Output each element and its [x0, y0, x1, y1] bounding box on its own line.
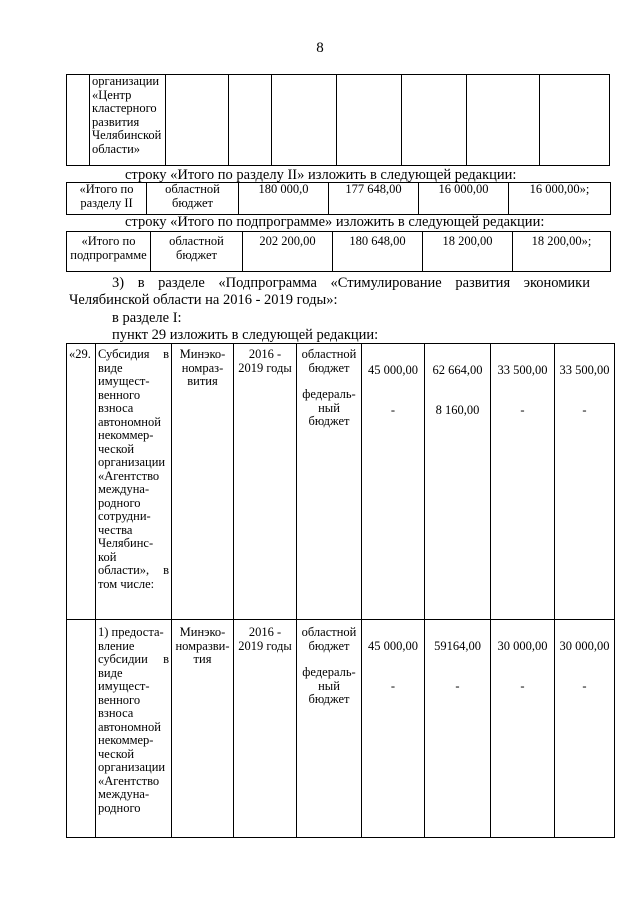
name-line: венного — [98, 387, 141, 402]
row-name-line: подпрограмме — [70, 247, 147, 262]
name-line: некоммер- — [98, 428, 154, 442]
executor-line: вития — [187, 374, 218, 388]
org-line: «Центр — [92, 87, 132, 102]
value-cell: 180 648,00 — [333, 232, 423, 272]
name-line: родного — [98, 495, 141, 510]
source-line: бюджет — [308, 360, 350, 375]
empty-cell — [229, 75, 272, 166]
row-name-cell — [67, 232, 151, 272]
name-line: чества — [98, 522, 133, 537]
name-line: имущест- — [98, 374, 150, 388]
empty-cell — [402, 75, 467, 166]
name-line: автономной — [98, 719, 161, 734]
period-line: 2019 годы — [238, 638, 292, 653]
name-line: ческой — [98, 441, 135, 456]
value-line: 30 000,00 — [559, 639, 610, 653]
value-line: 30 000,00 — [497, 639, 548, 653]
source-line: федераль- — [302, 665, 356, 679]
page-number: 8 — [316, 40, 324, 56]
paragraph-itogo-podprogramma: строку «Итого по подпрограмме» изложить в следующей редакции: — [125, 214, 545, 230]
name-line: том числе: — [98, 576, 155, 591]
value-cell — [555, 620, 615, 838]
name-line: кой — [98, 549, 117, 564]
executor-cell — [172, 620, 234, 838]
value-cell: 18 200,00»; — [513, 232, 611, 272]
paragraph-section-i: в разделе I: — [112, 310, 182, 326]
value-cell: 202 200,00 — [243, 232, 333, 272]
budget-line: бюджет — [176, 247, 217, 262]
source-line: областной — [301, 347, 357, 361]
executor-line: Минэко- — [179, 625, 226, 639]
value-cell — [362, 620, 425, 838]
empty-cell — [166, 75, 229, 166]
org-line: организации — [92, 74, 160, 88]
value-line: - — [582, 678, 587, 693]
value-cell: 16 000,00 — [419, 183, 509, 215]
name-line: Субсидия в — [98, 347, 169, 361]
name-line: междуна- — [98, 787, 150, 801]
name-line: автономной — [98, 414, 161, 429]
value-line: 62 664,00 — [432, 363, 483, 377]
source-line: ный — [318, 678, 340, 693]
itogo-razdel-table — [66, 182, 611, 215]
budget-cell — [147, 183, 239, 215]
value-line: 33 500,00 — [497, 363, 548, 377]
row-name-cell — [67, 183, 147, 215]
value-cell: 180 000,0 — [239, 183, 329, 215]
name-line: «Агентство — [98, 468, 160, 483]
budget-line: областной — [169, 234, 224, 248]
name-line: субсидии в — [98, 652, 169, 666]
item-number-cell — [67, 620, 96, 838]
name-line: виде — [98, 665, 123, 680]
name-line: 1) предоста- — [98, 625, 164, 639]
value-cell — [555, 344, 615, 620]
value-cell — [425, 620, 491, 838]
value-line: 45 000,00 — [368, 363, 418, 377]
name-line: взноса — [98, 401, 134, 415]
item-name-cell — [96, 344, 172, 620]
value-line: 59164,00 — [434, 639, 481, 653]
source-cell — [297, 344, 362, 620]
budget-cell — [151, 232, 243, 272]
value-line: - — [390, 678, 396, 693]
budget-line: бюджет — [172, 195, 213, 210]
row-name-line: «Итого по — [81, 234, 136, 248]
empty-cell — [467, 75, 540, 166]
value-cell: 16 000,00»; — [509, 183, 611, 215]
period-cell — [234, 344, 297, 620]
value-cell — [491, 344, 555, 620]
value-cell — [491, 620, 555, 838]
name-line: имущест- — [98, 679, 150, 693]
executor-line: Минэко- — [179, 347, 226, 361]
budget-line: областной — [165, 182, 220, 196]
name-line: виде — [98, 360, 123, 375]
value-line: 8 160,00 — [435, 402, 480, 417]
name-line: области», в — [98, 563, 169, 577]
value-line: 33 500,00 — [559, 363, 610, 377]
table-row — [67, 344, 615, 620]
source-line: бюджет — [308, 692, 350, 706]
empty-cell — [540, 75, 610, 166]
source-line: бюджет — [308, 414, 350, 428]
empty-cell — [337, 75, 402, 166]
item-name-cell — [96, 620, 172, 838]
paragraph-itogo-razdel: строку «Итого по разделу II» изложить в следующей редакции: — [125, 167, 517, 183]
empty-cell — [67, 75, 90, 166]
value-line: - — [582, 402, 587, 417]
value-line: - — [390, 402, 396, 417]
org-line: развития — [92, 114, 140, 129]
name-line: взноса — [98, 706, 134, 720]
value-line: - — [455, 678, 460, 693]
executor-line: номраз- — [181, 360, 224, 375]
value-cell — [362, 344, 425, 620]
period-line: 2019 годы — [238, 360, 292, 375]
source-line: ный — [318, 400, 340, 415]
period-line: 2016 - — [248, 347, 282, 361]
row-name-line: «Итого по — [79, 182, 134, 196]
name-line: «Агентство — [98, 773, 160, 788]
name-line: Челябинс- — [98, 536, 154, 550]
value-cell: 177 648,00 — [329, 183, 419, 215]
paragraph-section-3-cont: Челябинской области на 2016 - 2019 годы»: — [69, 292, 338, 308]
org-line: кластерного — [92, 101, 157, 115]
name-line: сотрудни- — [98, 509, 151, 523]
executor-line: тия — [193, 652, 212, 666]
name-line: междуна- — [98, 482, 150, 496]
name-line: организации — [98, 760, 166, 774]
name-line: вление — [98, 638, 135, 653]
name-line: организации — [98, 455, 166, 469]
source-cell — [297, 620, 362, 838]
period-cell — [234, 620, 297, 838]
org-line: Челябинской — [92, 128, 162, 142]
value-cell — [425, 344, 491, 620]
executor-line: номразви- — [175, 638, 230, 653]
source-line: бюджет — [308, 638, 350, 653]
item-number-cell: «29. — [67, 344, 96, 620]
program-table — [66, 343, 615, 838]
org-name-cell — [90, 75, 166, 166]
value-line: - — [520, 678, 525, 693]
empty-cell — [272, 75, 337, 166]
name-line: родного — [98, 800, 141, 815]
org-line: области» — [92, 141, 141, 156]
executor-cell — [172, 344, 234, 620]
table-row — [67, 620, 615, 838]
source-line: областной — [301, 625, 357, 639]
source-line: федераль- — [302, 387, 356, 401]
value-line: 45 000,00 — [368, 639, 418, 653]
paragraph-item-29: пункт 29 изложить в следующей редакции: — [112, 327, 379, 343]
name-line: некоммер- — [98, 733, 154, 747]
value-line: - — [520, 402, 525, 417]
period-line: 2016 - — [248, 625, 282, 639]
name-line: ческой — [98, 746, 135, 761]
itogo-podprogramma-table — [66, 231, 611, 272]
row-name-line: разделу II — [80, 195, 133, 210]
name-line: венного — [98, 692, 141, 707]
value-cell: 18 200,00 — [423, 232, 513, 272]
paragraph-section-3: 3) в разделе «Подпрограмма «Стимулирование развития экономики — [112, 275, 590, 291]
top-fragment-table — [66, 74, 610, 166]
